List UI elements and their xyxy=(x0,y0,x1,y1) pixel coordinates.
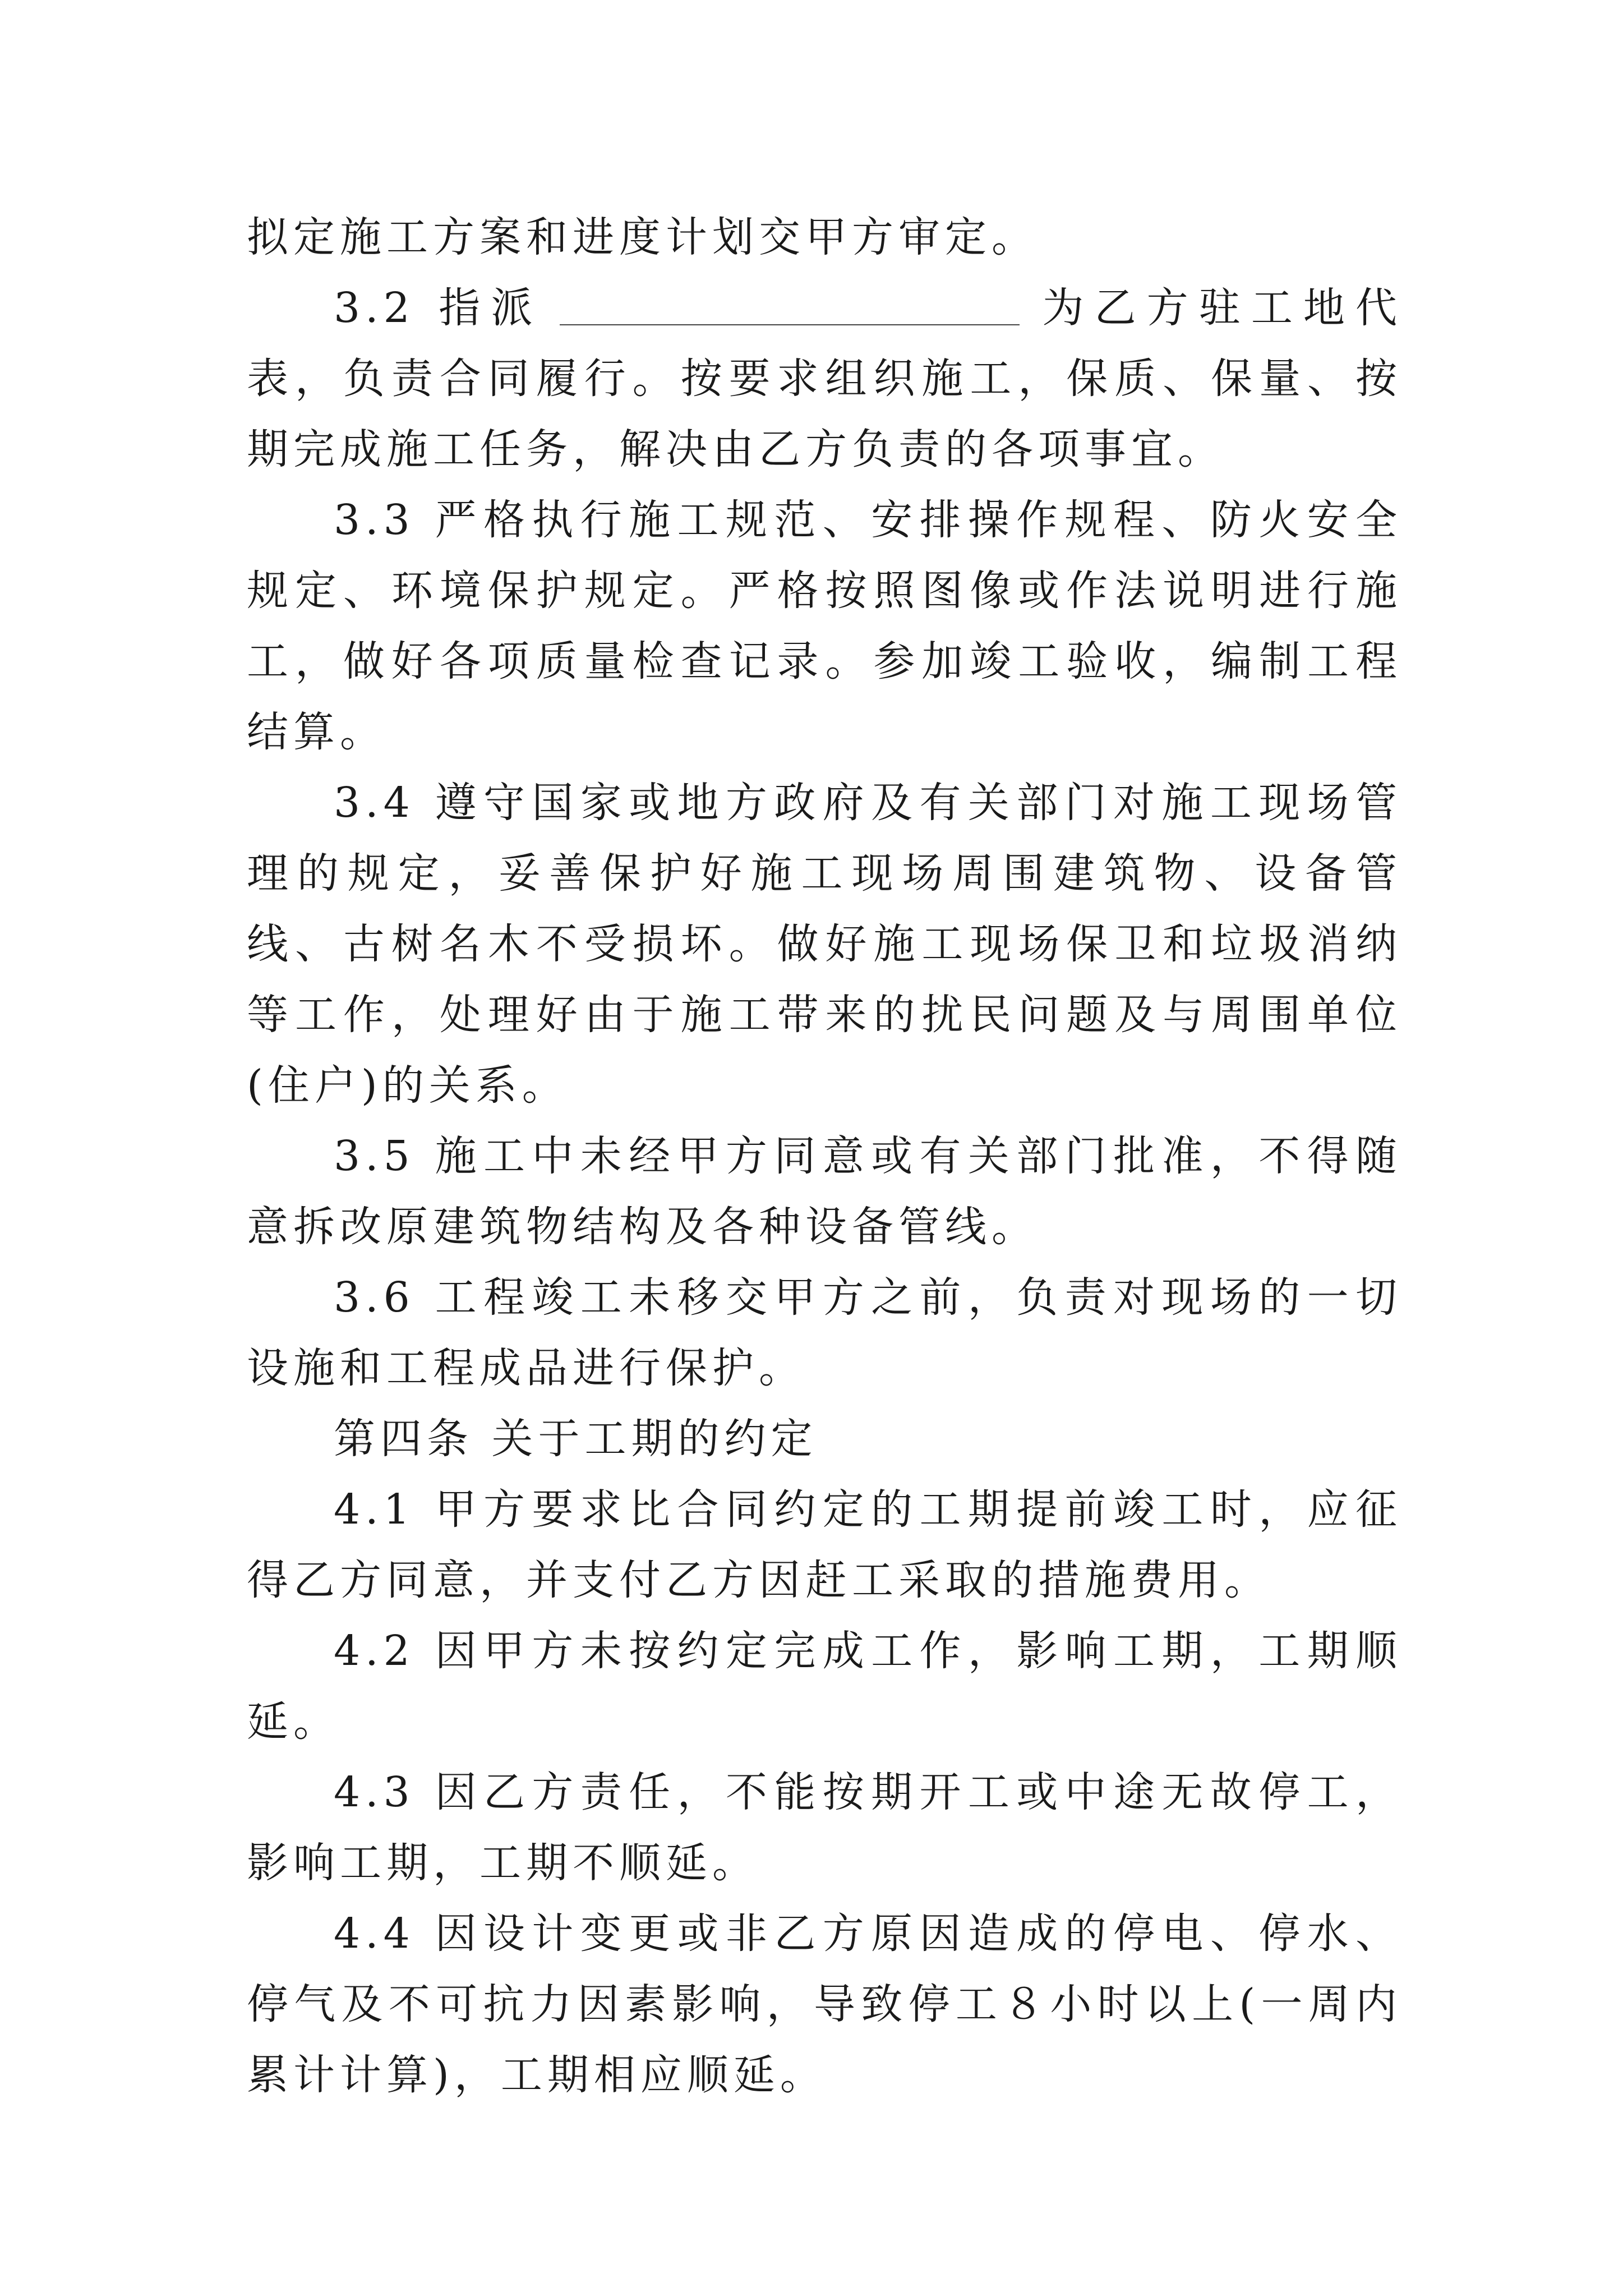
document-body xyxy=(247,202,1402,2110)
clause-4-3: 4.3 因乙方责任，不能按期开工或中途无故停工，影响工期，工期不顺延。 xyxy=(247,1768,1402,1887)
clause-3-5: 3.5 施工中未经甲方同意或有关部门批准，不得随意拆改原建筑物结构及各种设备管线。 xyxy=(247,1132,1402,1251)
clause-4-2: 4.2 因甲方未按约定完成工作，影响工期，工期顺延。 xyxy=(247,1627,1402,1746)
clause-3-6: 3.6 工程竣工未移交甲方之前，负责对现场的一切设施和工程成品进行保护。 xyxy=(247,1273,1402,1392)
clause-3-2 xyxy=(247,273,1402,485)
clause-4-4: 4.4 因设计变更或非乙方原因造成的停电、停水、停气及不可抗力因素影响，导致停工８小时以上(一周内累计计算)，工期相应顺延。 xyxy=(247,1910,1402,2099)
clause-3-2-lead: 3.2 指派 xyxy=(334,284,543,332)
article-4-heading: 第四条 关于工期的约定 xyxy=(334,1415,818,1463)
clause-3-4: 3.4 遵守国家或地方政府及有关部门对施工现场管理的规定，妥善保护好施工现场周围建筑物、设备管线、古树名木不受损坏。做好施工现场保卫和垃圾消纳等工作，处理好由于施工带来的扰民问题及与周围单位(住户)的关系。 xyxy=(247,779,1402,1110)
clause-3-3: 3.3 严格执行施工规范、安排操作规程、防火安全规定、环境保护规定。严格按照图像或作法说明进行施工，做好各项质量检查记录。参加竣工验收，编制工程结算。 xyxy=(247,496,1402,756)
clause-4-1: 4.1 甲方要求比合同约定的工期提前竣工时，应征得乙方同意，并支付乙方因赶工采取的措施费用。 xyxy=(247,1485,1402,1604)
clause-3-2-rest: 为乙方驻工地代表，负责合同履行。按要求组织施工，保质、保量、按期完成施工任务，解决由乙方负责的各项事宜。 xyxy=(247,284,1402,473)
representative-name-blank[interactable] xyxy=(560,283,1020,325)
paragraph-continuation: 拟定施工方案和进度计划交甲方审定。 xyxy=(247,213,1038,261)
